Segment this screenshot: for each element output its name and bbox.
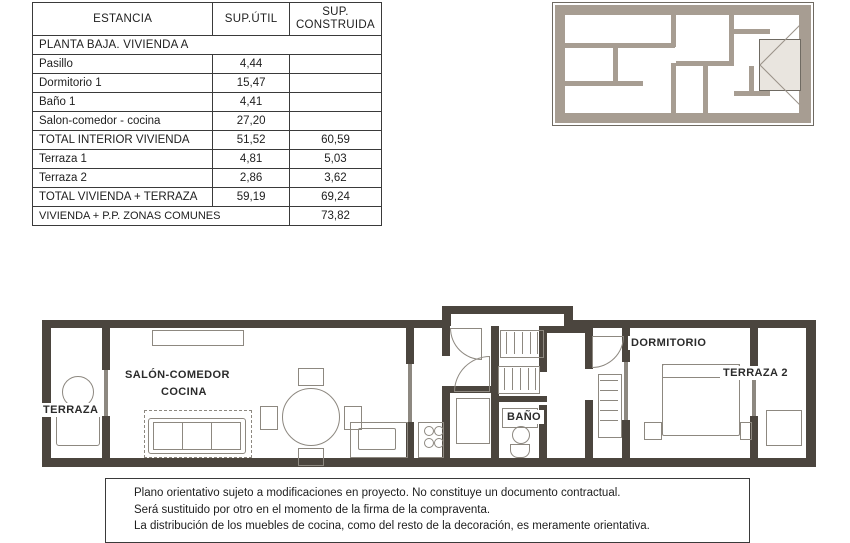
row-util: 4,81 <box>213 150 290 169</box>
kitchen-sink <box>358 428 396 450</box>
hob-burner <box>424 426 434 436</box>
table-footer-row <box>33 207 382 226</box>
table-row <box>33 93 382 112</box>
disclaimer-line-1: Plano orientativo sujeto a modificaciones en proyecto. No constituye un documento contractual. <box>134 487 621 499</box>
row-util: 27,20 <box>213 112 290 131</box>
nightstand <box>740 422 752 440</box>
row-construida: 5,03 <box>289 150 381 169</box>
wardrobe-bedroom <box>598 374 622 438</box>
table-row-total <box>33 131 382 150</box>
header-sup-construida-line2: CONSTRUIDA <box>295 19 375 32</box>
area-table <box>32 2 382 226</box>
hob-burner <box>424 438 434 448</box>
row-construida <box>289 55 381 74</box>
table-row <box>33 55 382 74</box>
row-name: Salon-comedor - cocina <box>33 112 213 131</box>
disclaimer-note <box>105 478 750 543</box>
header-sup-util: SUP.ÚTIL <box>213 3 290 36</box>
row-name: Terraza 2 <box>33 169 213 188</box>
door-swing <box>454 356 490 392</box>
washbasin <box>512 426 530 444</box>
footer-row-name: VIVIENDA + P.P. ZONAS COMUNES <box>33 207 290 226</box>
table-row-total <box>33 188 382 207</box>
row-name: Dormitorio 1 <box>33 74 213 93</box>
header-sup-construida <box>289 3 381 36</box>
disclaimer-line-3: La distribución de los muebles de cocina, como del resto de la decoración, es meramente orientativa. <box>134 520 650 533</box>
row-construida <box>289 74 381 93</box>
label-cocina: COCINA <box>158 385 210 399</box>
table-row <box>33 150 382 169</box>
section-title: PLANTA BAJA. VIVIENDA A <box>33 36 382 55</box>
row-name: TOTAL INTERIOR VIVIENDA <box>33 131 213 150</box>
row-util: 2,86 <box>213 169 290 188</box>
table-row <box>33 112 382 131</box>
dining-chair <box>298 368 324 386</box>
shower-tray <box>456 398 490 444</box>
row-util: 59,19 <box>213 188 290 207</box>
row-util: 4,41 <box>213 93 290 112</box>
label-bano: BAÑO <box>504 410 544 424</box>
tv-unit <box>152 330 244 346</box>
dining-chair <box>260 406 278 430</box>
row-construida: 60,59 <box>289 131 381 150</box>
row-construida <box>289 93 381 112</box>
floor-plan <box>36 300 816 475</box>
terraza2-furniture <box>766 410 802 446</box>
row-util: 51,52 <box>213 131 290 150</box>
label-dormitorio: DORMITORIO <box>628 336 709 350</box>
door-swing <box>592 336 624 368</box>
site-plan-stairs <box>759 39 801 91</box>
label-terraza: TERRAZA <box>40 403 101 417</box>
hob-burner <box>434 426 444 436</box>
terraza-sofa <box>56 412 100 446</box>
table-row <box>33 74 382 93</box>
row-name: Pasillo <box>33 55 213 74</box>
table-header-row <box>33 3 382 36</box>
rug <box>144 410 252 458</box>
header-estancia: ESTANCIA <box>33 3 213 36</box>
area-table-container <box>32 2 382 226</box>
hob-burner <box>434 438 444 448</box>
row-name: TOTAL VIVIENDA + TERRAZA <box>33 188 213 207</box>
label-terraza-2: TERRAZA 2 <box>720 366 791 380</box>
toilet <box>510 444 530 458</box>
row-util: 4,44 <box>213 55 290 74</box>
row-construida: 69,24 <box>289 188 381 207</box>
dining-table <box>282 388 340 446</box>
footer-row-value: 73,82 <box>289 207 381 226</box>
row-construida: 3,62 <box>289 169 381 188</box>
table-row <box>33 169 382 188</box>
row-construida <box>289 112 381 131</box>
nightstand <box>644 422 662 440</box>
disclaimer-line-2: Será sustituido por otro en el momento de la firma de la compraventa. <box>134 503 491 516</box>
row-util: 15,47 <box>213 74 290 93</box>
table-section-row <box>33 36 382 55</box>
dining-chair <box>298 448 324 466</box>
label-salon-comedor: SALÓN-COMEDOR <box>122 368 233 382</box>
site-plan-thumbnail <box>552 2 814 126</box>
door-swing <box>450 328 482 360</box>
row-name: Baño 1 <box>33 93 213 112</box>
header-sup-construida-line1: SUP. <box>322 6 349 18</box>
row-name: Terraza 1 <box>33 150 213 169</box>
